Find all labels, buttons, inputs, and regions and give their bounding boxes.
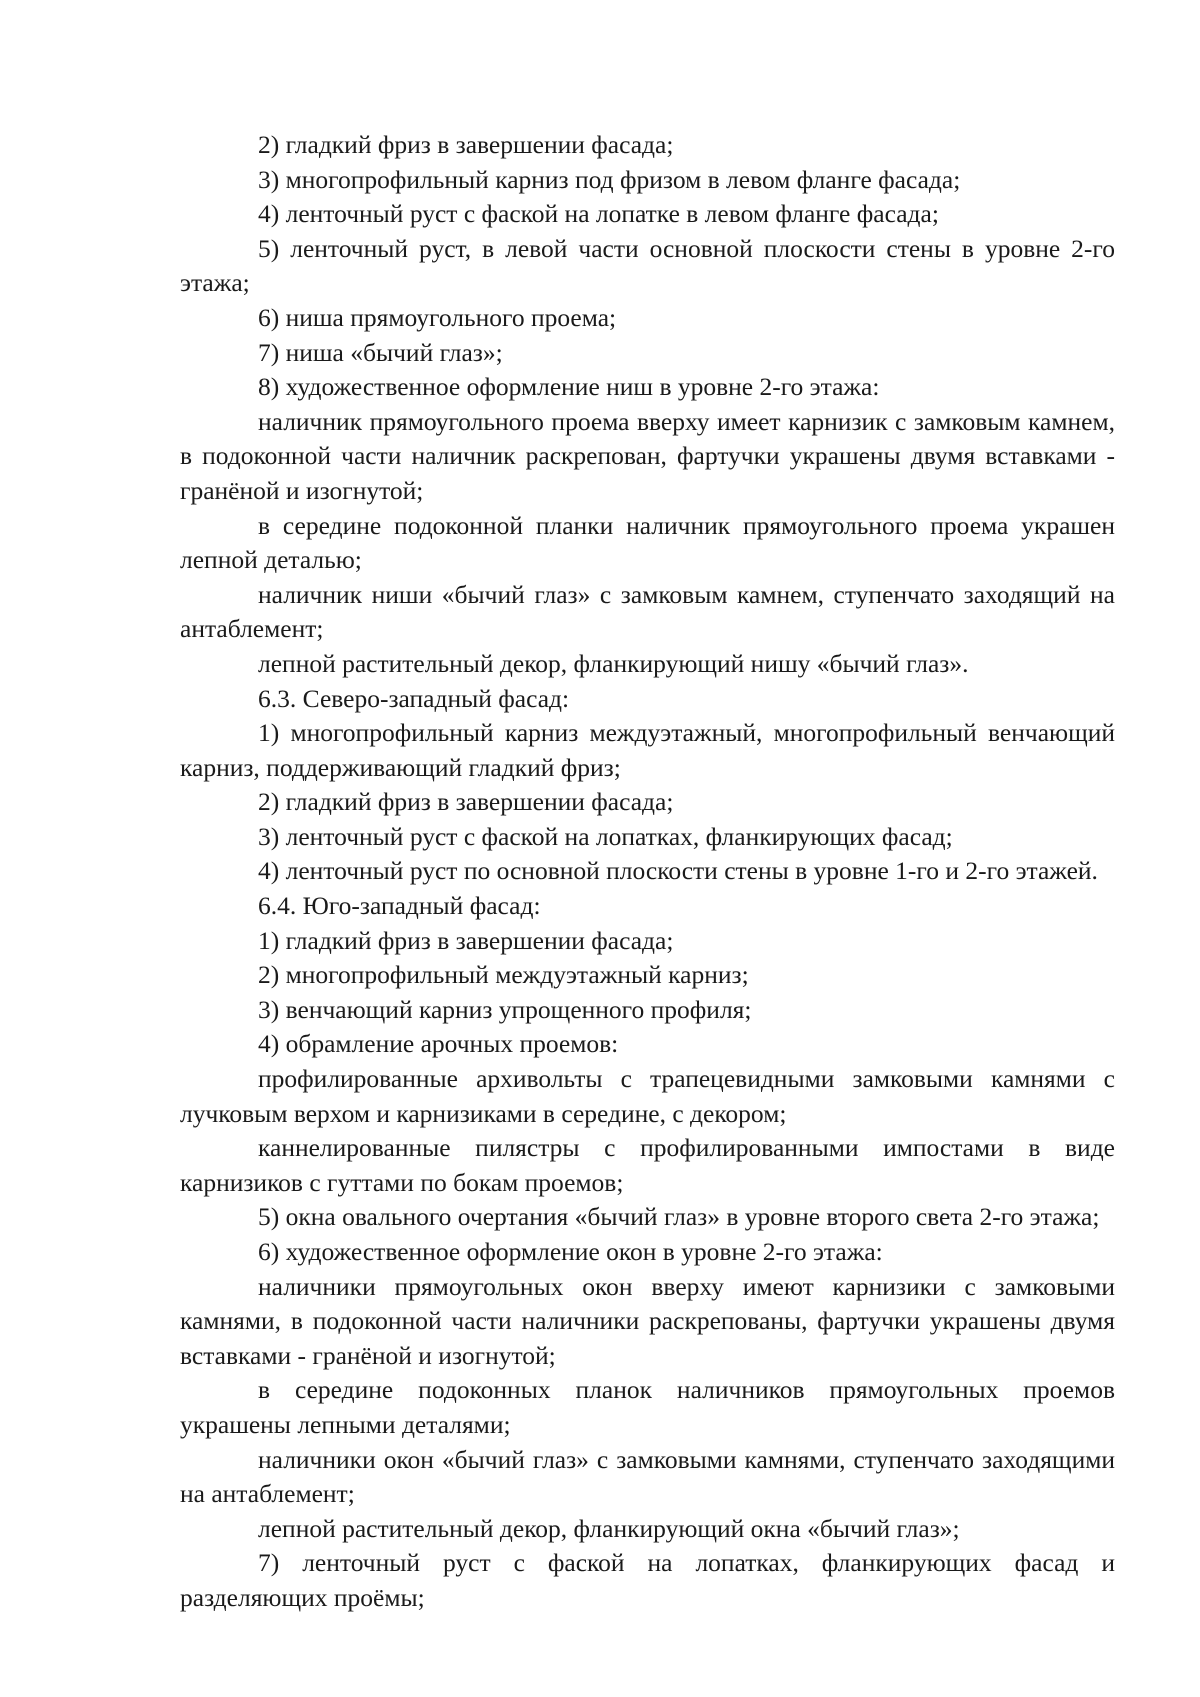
paragraph-sw-5-oval-windows: 5) окна овального очертания «бычий глаз» в уровне второго света 2-го этажа;	[258, 1202, 1100, 1232]
paragraph-sill-details: в середине подоконных планок наличников прямоугольных проемов украшены лепными деталями;	[180, 1375, 1115, 1439]
paragraph-sw-3-crowning-cornice: 3) венчающий карниз упрощенного профиля;	[258, 994, 752, 1024]
section-heading-6-4: 6.4. Юго-западный фасад:	[258, 891, 541, 921]
paragraph-6-rectangular-niche: 6) ниша прямоугольного проема;	[258, 302, 617, 332]
paragraph-floral-decor-windows: лепной растительный декор, фланкирующий окна «бычий глаз»;	[258, 1513, 960, 1543]
section-heading-6-3: 6.3. Северо-западный фасад:	[258, 683, 570, 713]
paragraph-8-niche-decoration: 8) художественное оформление ниш в уровне 2-го этажа:	[258, 372, 880, 402]
paragraph-sw-6-window-decoration: 6) художественное оформление окон в уровне 2-го этажа:	[258, 1237, 883, 1266]
paragraph-floral-decor-niche: лепной растительный декор, фланкирующий нишу «бычий глаз».	[258, 648, 969, 678]
paragraph-5-rustication-wall: 5) ленточный руст, в левой части основной плоскости стены в уровне 2-го этажа;	[180, 233, 1115, 298]
paragraph-4-rustication-pilaster: 4) ленточный руст с фаской на лопатке в левом фланге фасада;	[258, 199, 939, 229]
document-body	[180, 128, 1115, 1616]
paragraph-nw-2-frieze: 2) гладкий фриз в завершении фасада;	[258, 787, 674, 817]
paragraph-nw-4-rustication-wall: 4) ленточный руст по основной плоскости стены в уровне 1-го и 2-го этажей.	[258, 856, 1098, 886]
paragraph-window-frames: наличники прямоугольных окон вверху имеют карнизики с замковыми камнями, в подоконной части наличники раскрепованы, фартучки украшены двумя вставками - гранёной и изогнутой;	[180, 1271, 1115, 1370]
paragraph-nw-3-rustication-pilasters: 3) ленточный руст с фаской на лопатках, фланкирующих фасад;	[258, 821, 953, 851]
paragraph-sw-4-arch-framing: 4) обрамление арочных проемов:	[258, 1029, 619, 1059]
paragraph-archivolts: профилированные архивольты с трапецевидными замковыми камнями с лучковым верхом и карнизиками в середине, с декором;	[180, 1064, 1115, 1128]
paragraph-fluted-pilasters: каннелированные пилястры с профилированными импостами в виде карнизиков с гуттами по бокам проемов;	[180, 1133, 1115, 1197]
paragraph-rectangular-frame: наличник прямоугольного проема вверху имеет карнизик с замковым камнем, в подоконной части наличник раскрепован, фартучки украшены двумя вставками - гранёной и изогнутой;	[180, 406, 1115, 505]
paragraph-sw-1-frieze: 1) гладкий фриз в завершении фасада;	[258, 925, 674, 955]
paragraph-oval-window-frames: наличники окон «бычий глаз» с замковыми камнями, ступенчато заходящими на антаблемент;	[180, 1444, 1115, 1509]
paragraph-sw-7-rustication: 7) ленточный руст с фаской на лопатках, фланкирующих фасад и разделяющих проёмы;	[180, 1548, 1115, 1612]
paragraph-3-cornice-left-flank: 3) многопрофильный карниз под фризом в левом фланге фасада;	[258, 164, 961, 194]
paragraph-sw-2-cornice: 2) многопрофильный междуэтажный карниз;	[258, 960, 749, 990]
paragraph-nw-1-cornices: 1) многопрофильный карниз междуэтажный, многопрофильный венчающий карниз, поддерживающий гладкий фриз;	[180, 718, 1115, 782]
paragraph-niche-frame-keystone: наличник ниши «бычий глаз» с замковым камнем, ступенчато заходящий на антаблемент;	[180, 579, 1115, 644]
paragraph-sill-molding: в середине подоконной планки наличник прямоугольного проема украшен лепной деталью;	[180, 510, 1115, 575]
paragraph-2-smooth-frieze: 2) гладкий фриз в завершении фасада;	[258, 130, 674, 159]
paragraph-7-oeil-de-boeuf-niche: 7) ниша «бычий глаз»;	[258, 337, 503, 367]
